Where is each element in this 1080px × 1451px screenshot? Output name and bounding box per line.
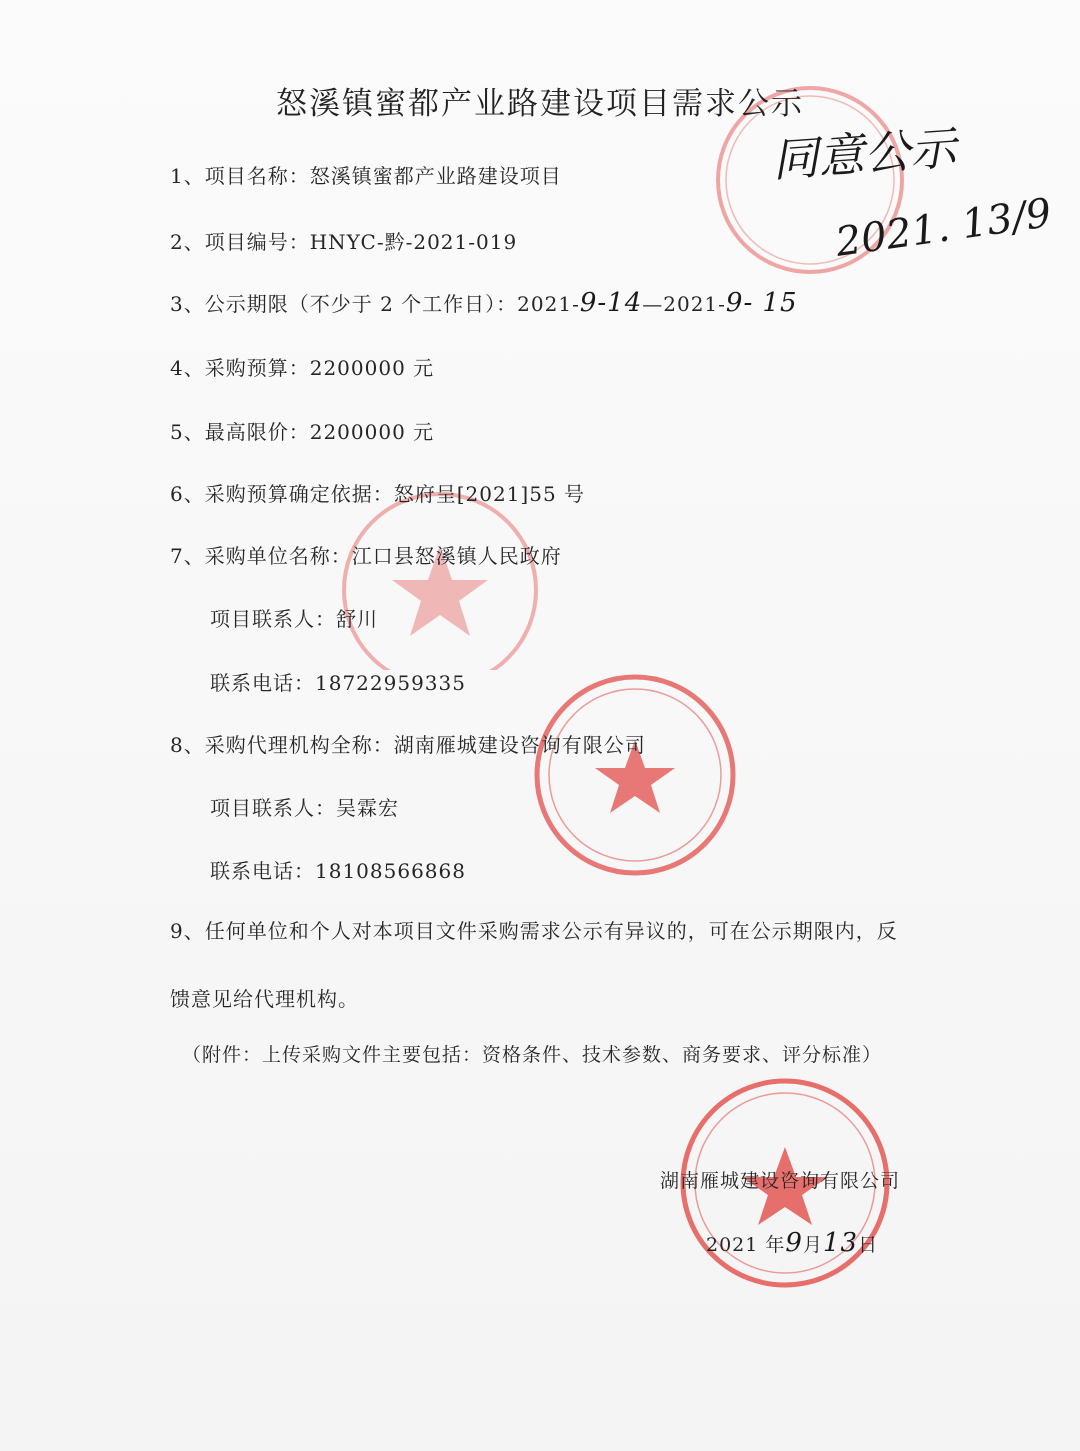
buyer-phone	[210, 667, 466, 696]
item-budget-basis	[170, 478, 585, 507]
government-seal-middle	[330, 490, 560, 670]
handwritten-date-text: 2021. 13/9	[832, 190, 1055, 266]
signature-date-prefix: 2021 年	[706, 1234, 786, 1256]
attachment-note: （附件：上传采购文件主要包括：资格条件、技术参数、商务要求、评分标准）	[182, 1044, 883, 1066]
buyer-phone-label: 联系电话：	[210, 671, 315, 695]
item-notice-period	[170, 288, 798, 318]
signature-date-month: 9	[785, 1228, 803, 1258]
signature-date-day: 13	[822, 1228, 859, 1258]
buyer-contact-value: 舒川	[336, 607, 378, 631]
signature-date	[706, 1228, 878, 1258]
agency-phone-label: 联系电话：	[210, 859, 315, 883]
project-name-label: 1、项目名称：	[170, 164, 310, 188]
item-project-name	[170, 160, 562, 189]
period-day-end: - 15	[743, 288, 798, 318]
max-price-label: 5、最高限价：	[170, 420, 310, 444]
buyer-contact-label: 项目联系人：	[210, 607, 336, 631]
signature-date-mid: 月	[802, 1234, 823, 1256]
buyer-label: 7、采购单位名称：	[170, 544, 352, 568]
period-month-end: 9	[725, 288, 744, 318]
agency-seal-middle	[530, 670, 740, 880]
agency-phone	[210, 855, 466, 884]
signature-organization: 湖南雁城建设咨询有限公司	[660, 1170, 901, 1192]
budget-value: 2200000 元	[309, 356, 435, 380]
agency-contact-value: 吴霖宏	[336, 796, 399, 820]
agency-contact-label: 项目联系人：	[210, 796, 336, 820]
signature-date-suffix: 日	[858, 1234, 879, 1256]
agency-value: 湖南雁城建设咨询有限公司	[393, 733, 646, 757]
agency-phone-value: 18108566868	[315, 859, 466, 883]
period-label: 3、公示期限（不少于 2 个工作日）：	[170, 292, 518, 316]
period-dash: —	[642, 292, 664, 316]
project-name-value: 怒溪镇蜜都产业路建设项目	[309, 164, 562, 188]
period-day-start: -14	[597, 288, 643, 318]
agency-contact	[210, 792, 399, 821]
item-budget	[170, 352, 434, 381]
handwritten-approval-text: 同意公示	[770, 120, 958, 188]
document-title: 怒溪镇蜜都产业路建设项目需求公示	[276, 86, 804, 122]
item-objection-line1: 9、任何单位和个人对本项目文件采购需求公示有异议的，可在公示期限内，反	[170, 919, 898, 943]
period-month-start: 9	[579, 288, 598, 318]
buyer-phone-value: 18722959335	[315, 671, 466, 695]
handwritten-approval	[770, 112, 958, 191]
item-project-code	[170, 226, 517, 255]
max-price-value: 2200000 元	[309, 420, 435, 444]
item-agency	[170, 729, 646, 758]
project-code-label: 2、项目编号：	[170, 230, 310, 254]
item-max-price	[170, 416, 434, 445]
agency-label: 8、采购代理机构全称：	[170, 733, 394, 757]
buyer-contact	[210, 603, 378, 632]
project-code-value: HNYC-黔-2021-019	[309, 230, 518, 254]
item-objection-line2: 馈意见给代理机构。	[170, 987, 359, 1011]
budget-basis-value: 怒府呈[2021]55 号	[393, 482, 586, 506]
period-year-start: 2021-	[517, 292, 580, 316]
budget-label: 4、采购预算：	[170, 356, 310, 380]
budget-basis-label: 6、采购预算确定依据：	[170, 482, 394, 506]
buyer-value: 江口县怒溪镇人民政府	[351, 544, 562, 568]
period-year-end: 2021-	[663, 292, 726, 316]
item-buyer	[170, 540, 562, 569]
